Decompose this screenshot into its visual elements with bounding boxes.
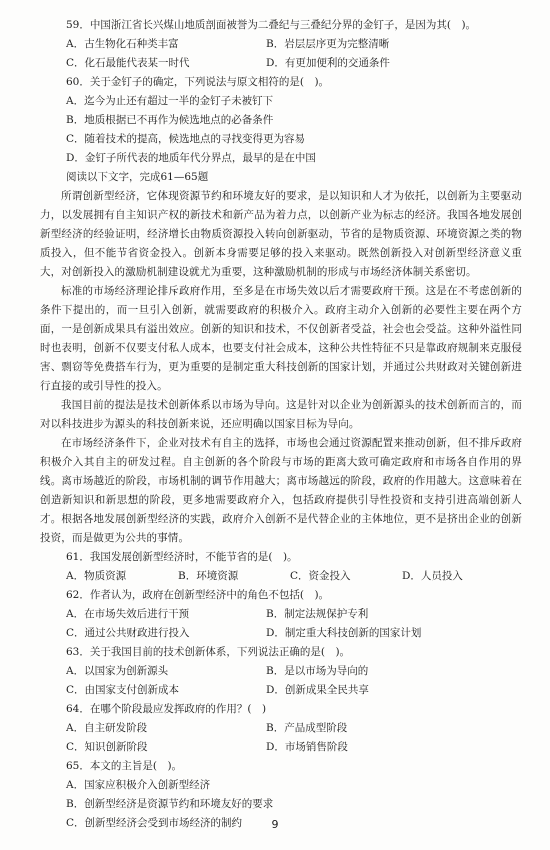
answer-options-row <box>40 624 522 643</box>
question-stem: 60．关于金钉子的确定，下列说法与原文相符的是( )。 <box>66 76 330 88</box>
answer-options-row <box>40 35 522 54</box>
answer-option: D．金钉子所代表的地质年代分界点，最早的是在中国 <box>66 152 316 164</box>
answer-options-row <box>40 662 522 681</box>
answer-option: A．自主研发阶段 <box>66 722 148 734</box>
questions-top <box>40 16 522 168</box>
answer-option: B．地质根据已不再作为候选地点的必备条件 <box>66 114 274 126</box>
answer-option: C．随着技术的提高，候选地点的寻找变得更为容易 <box>66 133 306 145</box>
page-content <box>40 16 522 833</box>
reading-passage <box>40 187 522 548</box>
answer-options-row <box>40 681 522 700</box>
answer-option: D．人员投入 <box>402 570 463 582</box>
question-stem: 63．关于我国目前的技术创新体系，下列说法正确的是( )。 <box>66 646 351 658</box>
answer-option: C．由国家支付创新成本 <box>66 684 180 696</box>
answer-option: C．创新型经济会受到市场经济的制约 <box>66 817 243 829</box>
answer-options-row <box>40 54 522 73</box>
answer-options-row <box>40 567 522 586</box>
passage-paragraph: 标准的市场经济理论排斥政府作用，至多是在市场失效以后才需要政府干预。这是在不考虑创新的条件下提出的，而一旦引入创新，就需要政府的积极介入。政府主动介入创新的必要性主要在两个方面，一是创新成果具有溢出效应。创新的知识和技术，不仅创新者受益，社会也会受益。这种外溢性同时也表明，创新不仅要支付私人成本，也要支付社会成本，这种公共性特征不只是靠政府规制来克服侵害、剽窃等免费搭车行为，更为重要的是制定重大科技创新的国家计划，并通过公共财政对关键创新进行直接的或引导性的投入。 <box>40 285 522 392</box>
question-stem: 64．在哪个阶段最应发挥政府的作用？( ) <box>66 703 267 715</box>
question-stem: 62．作者认为，政府在创新型经济中的角色不包括( )。 <box>66 589 330 601</box>
answer-option: B．环境资源 <box>178 570 239 582</box>
answer-option: A．迄今为止还有超过一半的金钉子未被钉下 <box>66 95 274 107</box>
page-number: 9 <box>271 818 279 831</box>
answer-options-row <box>40 738 522 757</box>
answer-option: B．制定法规保护专利 <box>266 608 369 620</box>
answer-option: A．以国家为创新源头 <box>66 665 169 677</box>
answer-option: A．国家应积极介入创新型经济 <box>66 779 211 791</box>
answer-option: A．在市场失效后进行干预 <box>66 608 190 620</box>
answer-option: C．化石最能代表某一时代 <box>66 57 190 69</box>
answer-option: D．制定重大科技创新的国家计划 <box>266 627 422 639</box>
question-stem: 59．中国浙江省长兴煤山地质剖面被誉为二叠纪与三叠纪分界的金钉子，是因为其( )。 <box>66 19 477 31</box>
answer-option: D．有更加便利的交通条件 <box>266 57 390 69</box>
answer-option: B．创新型经济是资源节约和环境友好的要求 <box>66 798 274 810</box>
question-stem: 61．我国发展创新型经济时，不能节省的是( )。 <box>66 551 298 563</box>
passage-paragraph: 我国目前的提法是技术创新体系以市场为导向。这是针对以企业为创新源头的技术创新而言的，而对以科技进步为源头的科技创新来说，还应明确以国家目标为导向。 <box>40 399 522 430</box>
answer-option: B．产品成型阶段 <box>266 722 348 734</box>
answer-options-row <box>40 605 522 624</box>
passage-paragraph: 在市场经济条件下，企业对技术有自主的选择，市场也会通过资源配置来推动创新，但不排斥政府积极介入其自主的研发过程。自主创新的各个阶段与市场的距离大致可确定政府和市场各自作用的界线。离市场越近的阶段，市场机制的调节作用越大；离市场越远的阶段，政府的作用越大。这意味着在创造新知识和新思想的阶段，更多地需要政府介入，包括政府提供引导性投资和支持引进高端创新人才。根据各地发展创新型经济的实践，政府介入创新不是代替企业的主体地位，更不是挤出企业的创新投资，而是做更为公共的事情。 <box>40 437 522 544</box>
questions-bottom <box>40 548 522 833</box>
answer-option: C．资金投入 <box>290 570 351 582</box>
answer-option: C．知识创新阶段 <box>66 741 148 753</box>
answer-option: B．是以市场为导向的 <box>266 665 369 677</box>
answer-option: D．市场销售阶段 <box>266 741 348 753</box>
answer-option: D．创新成果全民共享 <box>266 684 369 696</box>
reading-instruction: 阅读以下文字，完成61—65题 <box>66 171 209 183</box>
answer-options-row <box>40 719 522 738</box>
answer-option: A．物质资源 <box>66 570 127 582</box>
answer-option: A．古生物化石种类丰富 <box>66 38 179 50</box>
answer-option: C．通过公共财政进行投入 <box>66 627 190 639</box>
answer-option: B．岩层层序更为完整清晰 <box>266 38 390 50</box>
passage-paragraph: 所谓创新型经济，它体现资源节约和环境友好的要求，是以知识和人才为依托，以创新为主要驱动力，以发展拥有自主知识产权的新技术和新产品为着力点，以创新产业为标志的经济。我国各地发展创新型经济的经验证明，经济增长由物质资源投入转向创新驱动，节省的是物质资源、环境资源之类的物质投入，但不能节省资金投入。创新本身需要足够的投入来驱动。既然创新投入对创新型经济意义重大，对创新投入的激励机制建设就尤为重要，这种激励机制的形成与市场经济体制关系密切。 <box>40 190 522 278</box>
question-stem: 65．本文的主旨是( )。 <box>66 760 183 772</box>
